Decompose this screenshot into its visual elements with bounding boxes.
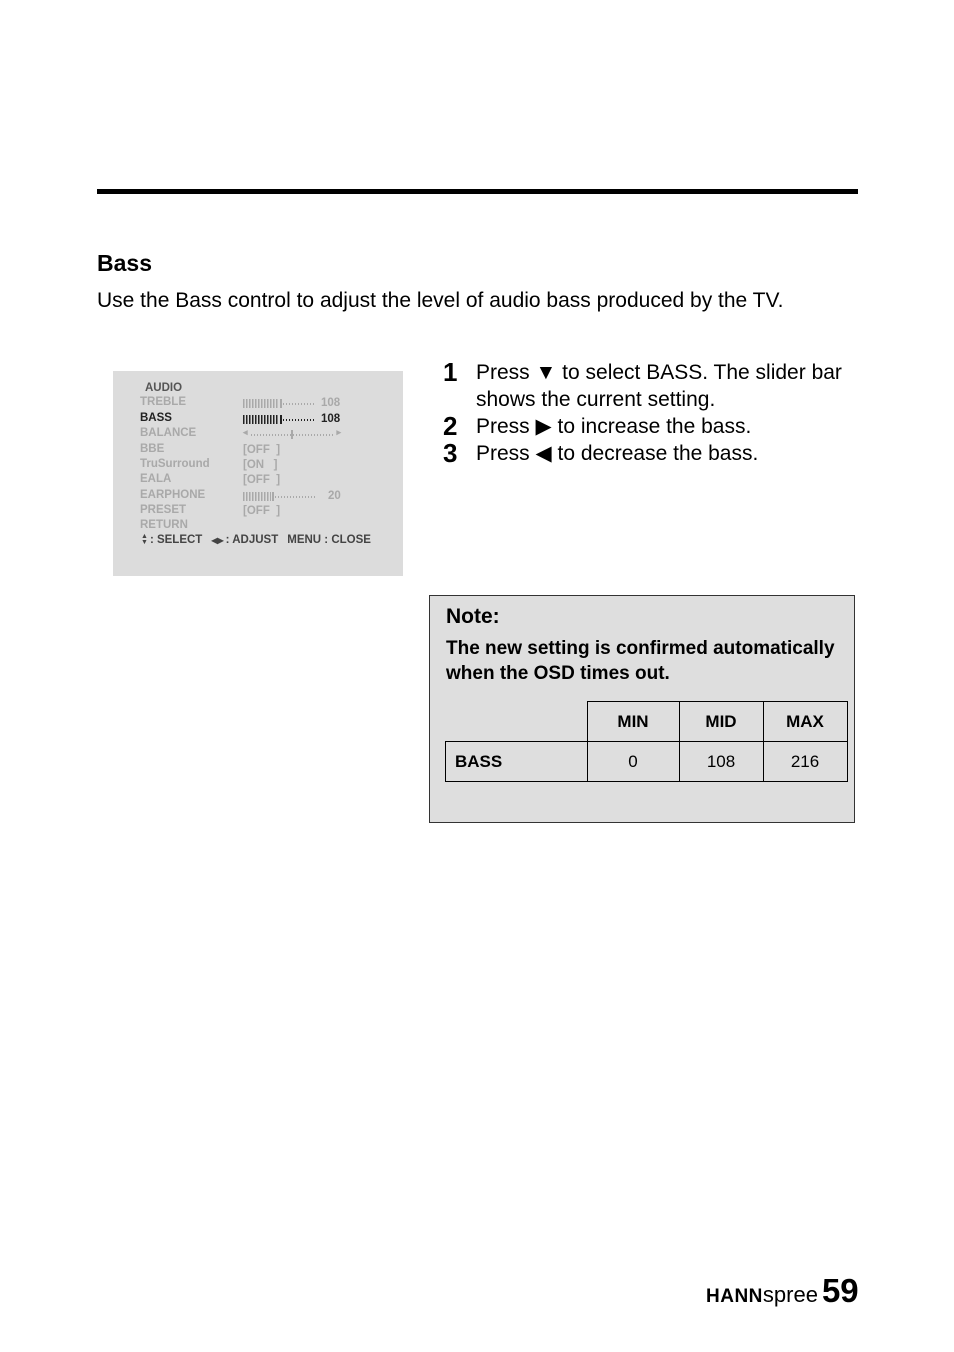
note-heading: Note:	[446, 605, 500, 628]
osd-row-preset: PRESET [ OFF ]	[140, 504, 281, 517]
bass-range-table	[445, 701, 848, 782]
osd-row-balance	[140, 427, 380, 442]
osd-select-hint: : SELECT	[149, 534, 203, 546]
page-footer	[706, 1272, 859, 1310]
brand-logo-light: spree	[762, 1282, 818, 1307]
preset-option: OFF	[246, 505, 270, 517]
step-number: 3	[443, 438, 458, 468]
osd-close-hint: MENU : CLOSE	[287, 534, 371, 546]
note-box	[429, 595, 855, 823]
table-header-mid: MID	[679, 702, 763, 742]
osd-row-return	[140, 519, 380, 534]
osd-row-label: RETURN	[140, 519, 188, 531]
brand-logo-bold: HANN	[706, 1286, 763, 1307]
bbe-option: OFF	[246, 444, 270, 456]
osd-adjust-hint: : ADJUST	[225, 534, 279, 546]
table-row-label: BASS	[446, 742, 588, 782]
table-header-row	[446, 702, 848, 742]
down-arrow-icon: ▼	[535, 361, 557, 384]
osd-footer	[141, 534, 371, 546]
osd-row-label: BBE	[140, 443, 165, 455]
osd-row-label: PRESET	[140, 504, 187, 516]
table-cell-max: 216	[763, 742, 847, 782]
table-row	[446, 742, 848, 782]
right-arrow-icon: ▶	[535, 415, 552, 438]
step-number: 1	[443, 357, 458, 387]
step-list	[443, 359, 856, 467]
osd-header: AUDIO	[145, 382, 183, 394]
step-number: 2	[443, 411, 458, 441]
treble-slider	[243, 399, 315, 408]
step-text: Press	[476, 442, 530, 465]
osd-row-earphone	[140, 489, 380, 504]
step-3	[443, 440, 856, 467]
earphone-slider	[243, 492, 315, 501]
osd-row-eala: EALA [ OFF ]	[140, 473, 281, 486]
step-1	[443, 359, 856, 413]
note-text: The new setting is confirmed automatically when the OSD times out.	[446, 638, 835, 684]
eala-option: OFF	[246, 474, 270, 486]
header-rule	[97, 189, 858, 194]
section-intro: Use the Bass control to adjust the level of audio bass produced by the TV.	[97, 289, 784, 312]
left-right-arrows-icon: ◀▶	[211, 535, 224, 545]
osd-row-label: EALA	[140, 473, 172, 485]
osd-row-label: TREBLE	[140, 396, 186, 408]
balance-slider: ◂ ▸	[243, 426, 341, 437]
step-text: Press	[476, 415, 530, 438]
osd-row-label: EARPHONE	[140, 489, 206, 501]
earphone-value: 20	[328, 490, 341, 502]
trusurround-option: ON	[246, 459, 265, 471]
osd-row-label: BASS	[140, 412, 172, 424]
table-header-min: MIN	[587, 702, 679, 742]
page-number: 59	[821, 1272, 859, 1309]
osd-row-label: BALANCE	[140, 427, 197, 439]
osd-row-bass	[140, 412, 380, 427]
bass-value: 108	[321, 413, 341, 425]
table-cell-min: 0	[587, 742, 679, 782]
step-text: to increase the bass.	[557, 415, 752, 438]
osd-row-treble	[140, 396, 380, 411]
step-text: to select BASS. The slider bar shows the current setting.	[476, 361, 842, 411]
step-text: Press	[476, 361, 530, 384]
bass-slider	[243, 415, 315, 424]
table-cell-mid: 108	[679, 742, 763, 782]
osd-row-label: TruSurround	[140, 458, 210, 470]
step-text: to decrease the bass.	[557, 442, 759, 465]
osd-row-bbe: BBE [ OFF ]	[140, 443, 281, 456]
osd-audio-menu	[113, 371, 403, 576]
table-header-max: MAX	[763, 702, 847, 742]
osd-row-trusurround: TruSurround [ ON ]	[140, 458, 278, 471]
left-arrow-icon: ◀	[535, 442, 552, 465]
treble-value: 108	[321, 397, 341, 409]
up-down-arrows-icon: ▲ ▼	[141, 533, 148, 546]
section-title: Bass	[97, 250, 152, 276]
step-2	[443, 413, 856, 440]
